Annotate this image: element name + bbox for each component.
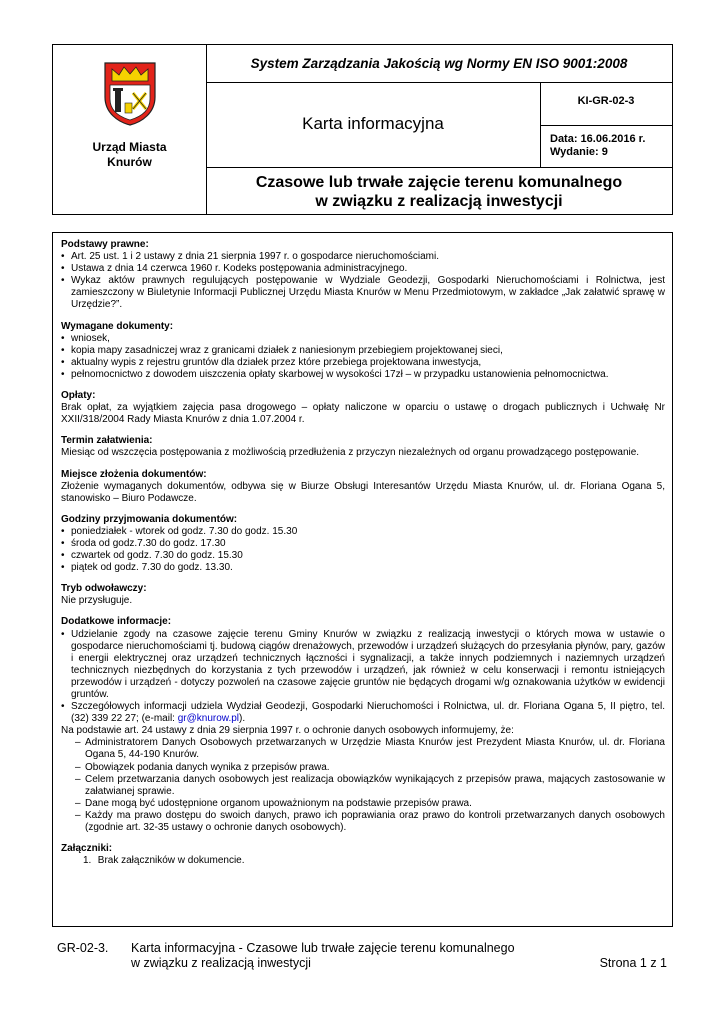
list-item: • piątek od godz. 7.30 do godz. 13.30. <box>61 562 665 574</box>
section-additional-info <box>61 616 665 834</box>
list-item: – Dane mogą być udostępnione organom upoważnionym na podstawie przepisów prawa. <box>61 798 665 810</box>
card-title: Karta informacyjna <box>302 114 444 133</box>
document-code: KI-GR-02-3 <box>577 95 635 107</box>
document-header <box>52 44 673 215</box>
document-dates <box>550 133 645 159</box>
section-text: Złożenie wymaganych dokumentów, odbywa się w Biurze Obsługi Interesantów Urzędu Miasta Knurów, ul. dr. Floriana Ogana 5, stanowisko – Biuro Podawcze. <box>61 480 665 504</box>
section-heading: Termin załatwienia: <box>61 435 153 447</box>
list-item <box>61 855 665 867</box>
document-date: Data: 16.06.2016 r. <box>550 133 646 145</box>
page-title <box>206 173 672 211</box>
list-item: • poniedziałek - wtorek od godz. 7.30 do godz. 15.30 <box>61 526 665 538</box>
contact-text: Szczegółowych informacji udziela Wydział Geodezji, Gospodarki Nieruchomości i Rolnictwa, ul. dr. Floriana Ogana 5, II piętro, tel. (32) 339 22 27; (e-mail: <box>71 701 665 725</box>
list-item <box>61 701 665 725</box>
document-body <box>52 232 673 927</box>
section-heading: Godziny przyjmowania dokumentów: <box>61 513 238 525</box>
list-item: • wniosek, <box>61 333 665 345</box>
section-legal-basis <box>61 239 665 312</box>
section-heading: Miejsce złożenia dokumentów: <box>61 468 207 480</box>
quality-system-name: System Zarządzania Jakością wg Normy EN ISO 9001:2008 <box>250 56 628 71</box>
section-deadline <box>61 435 665 459</box>
list-item: • aktualny wypis z rejestru gruntów dla działek przez które przebiega projektowana inwestycja, <box>61 357 665 369</box>
list-item: • środa od godz.7.30 do godz. 17.30 <box>61 538 665 550</box>
city-crest-icon <box>102 59 158 127</box>
office-name <box>53 140 206 170</box>
item-number: 1. <box>83 855 92 867</box>
list-item: • czwartek od godz. 7.30 do godz. 15.30 <box>61 550 665 562</box>
list-item: – Administratorem Danych Osobowych przetwarzanych w Urzędzie Miasta Knurów jest Prezydent Miasta Knurów, ul. dr. Floriana Ogana 5, 44-190 Knurów. <box>61 737 665 761</box>
title-line1: Czasowe lub trwałe zajęcie terenu komunalnego <box>255 174 623 191</box>
office-line1: Urząd Miasta <box>92 140 167 154</box>
page-number: Strona 1 z 1 <box>599 956 667 970</box>
footer-title-line1: Karta informacyjna - Czasowe lub trwałe zajęcie terenu komunalnego <box>131 941 515 955</box>
section-text: Miesiąc od wszczęcia postępowania z możliwością przedłużenia z przyczyn niezależnych od organu prowadzącego postępowanie. <box>61 447 640 459</box>
section-required-documents <box>61 321 665 381</box>
email-link[interactable]: gr@knurow.pl <box>177 713 240 725</box>
title-line2: w związku z realizacją inwestycji <box>315 193 563 210</box>
section-heading: Opłaty: <box>61 390 96 402</box>
section-text: Brak opłat, za wyjątkiem zajęcia pasa drogowego – opłaty naliczone w oparciu o ustawę o drogach publicznych i Uchwałę Nr XXII/318/2004 Rady Miasta Knurów z dnia 1.07.2004 r. <box>61 402 665 426</box>
list-item: – Obowiązek podania danych wynika z przepisów prawa. <box>61 762 665 774</box>
item-text: Brak załączników w dokumencie. <box>97 855 245 867</box>
section-heading: Wymagane dokumenty: <box>61 320 174 332</box>
section-heading: Podstawy prawne: <box>61 239 149 250</box>
section-fees <box>61 390 665 426</box>
footer-code: GR-02-3. <box>57 941 109 955</box>
section-heading: Dodatkowe informacje: <box>61 616 172 628</box>
office-line2: Knurów <box>107 155 152 169</box>
document-edition: Wydanie: 9 <box>550 146 608 158</box>
list-item: • Udzielanie zgody na czasowe zajęcie terenu Gminy Knurów w związku z realizacją inwestycji o których mowa w ustawie o gospodarce nieruchomościami tj. budową ciągów drenażowych, przewodów i urządzeń służących do przesyłania płynów, pary, gazów i energii elektrycznej oraz urządzeń technicznych łączności i sygnalizacji, a także innych podziemnych i naziemnych urządzeń technicznych niezbędnych do korzystania z tych przewodów i urządzeń, jak również w celu konserwacji i remontu istniejących przewodów i urządzeń - dotyczy pozwoleń na czasowe zajęcie gruntów nie będących drogami w/g oznakowania użytków w ewidencji gruntów. <box>61 629 665 702</box>
list-item: • kopia mapy zasadniczej wraz z granicami działek z naniesionym przebiegiem projektowanej sieci, <box>61 345 665 357</box>
footer-title-line2: w związku z realizacją inwestycji <box>131 956 311 970</box>
contact-suffix: ). <box>239 713 246 725</box>
section-heading: Załączniki: <box>61 843 113 855</box>
section-opening-hours <box>61 514 665 574</box>
section-attachments <box>61 843 665 867</box>
list-item: • Ustawa z dnia 14 czerwca 1960 r. Kodeks postępowania administracyjnego. <box>61 263 665 275</box>
list-item: • Wykaz aktów prawnych regulujących postępowanie w Wydziale Geodezji, Gospodarki Nieruchomościami i Rolnictwa, jest zamieszczony w Biuletynie Informacji Publicznej Urzędu Miasta Knurów w Menu Przedmiotowym, w zakładce „Jak załatwić sprawę w Urzędzie?”. <box>61 275 665 311</box>
section-submission-place <box>61 469 665 505</box>
list-item: – Celem przetwarzania danych osobowych jest realizacja obowiązków wynikających z przepisów prawa, mających zastosowanie w załatwianej sprawie. <box>61 774 665 798</box>
list-item: • pełnomocnictwo z dowodem uiszczenia opłaty skarbowej w wysokości 17zł – w przypadku ustanowienia pełnomocnictwa. <box>61 369 665 381</box>
section-text: Nie przysługuje. <box>61 595 133 607</box>
list-item: • Art. 25 ust. 1 i 2 ustawy z dnia 21 sierpnia 1997 r. o gospodarce nieruchomościami. <box>61 251 665 263</box>
list-item: Na podstawie art. 24 ustawy z dnia 29 sierpnia 1997 r. o ochronie danych osobowych informujemy, że: <box>61 725 514 737</box>
list-item: – Każdy ma prawo dostępu do swoich danych, prawo ich poprawiania oraz prawo do kontroli przetwarzanych danych osobowych (zgodnie art. 32-35 ustawy o ochronie danych osobowych). <box>61 810 665 834</box>
section-heading: Tryb odwoławczy: <box>61 583 147 595</box>
section-appeal <box>61 583 665 607</box>
